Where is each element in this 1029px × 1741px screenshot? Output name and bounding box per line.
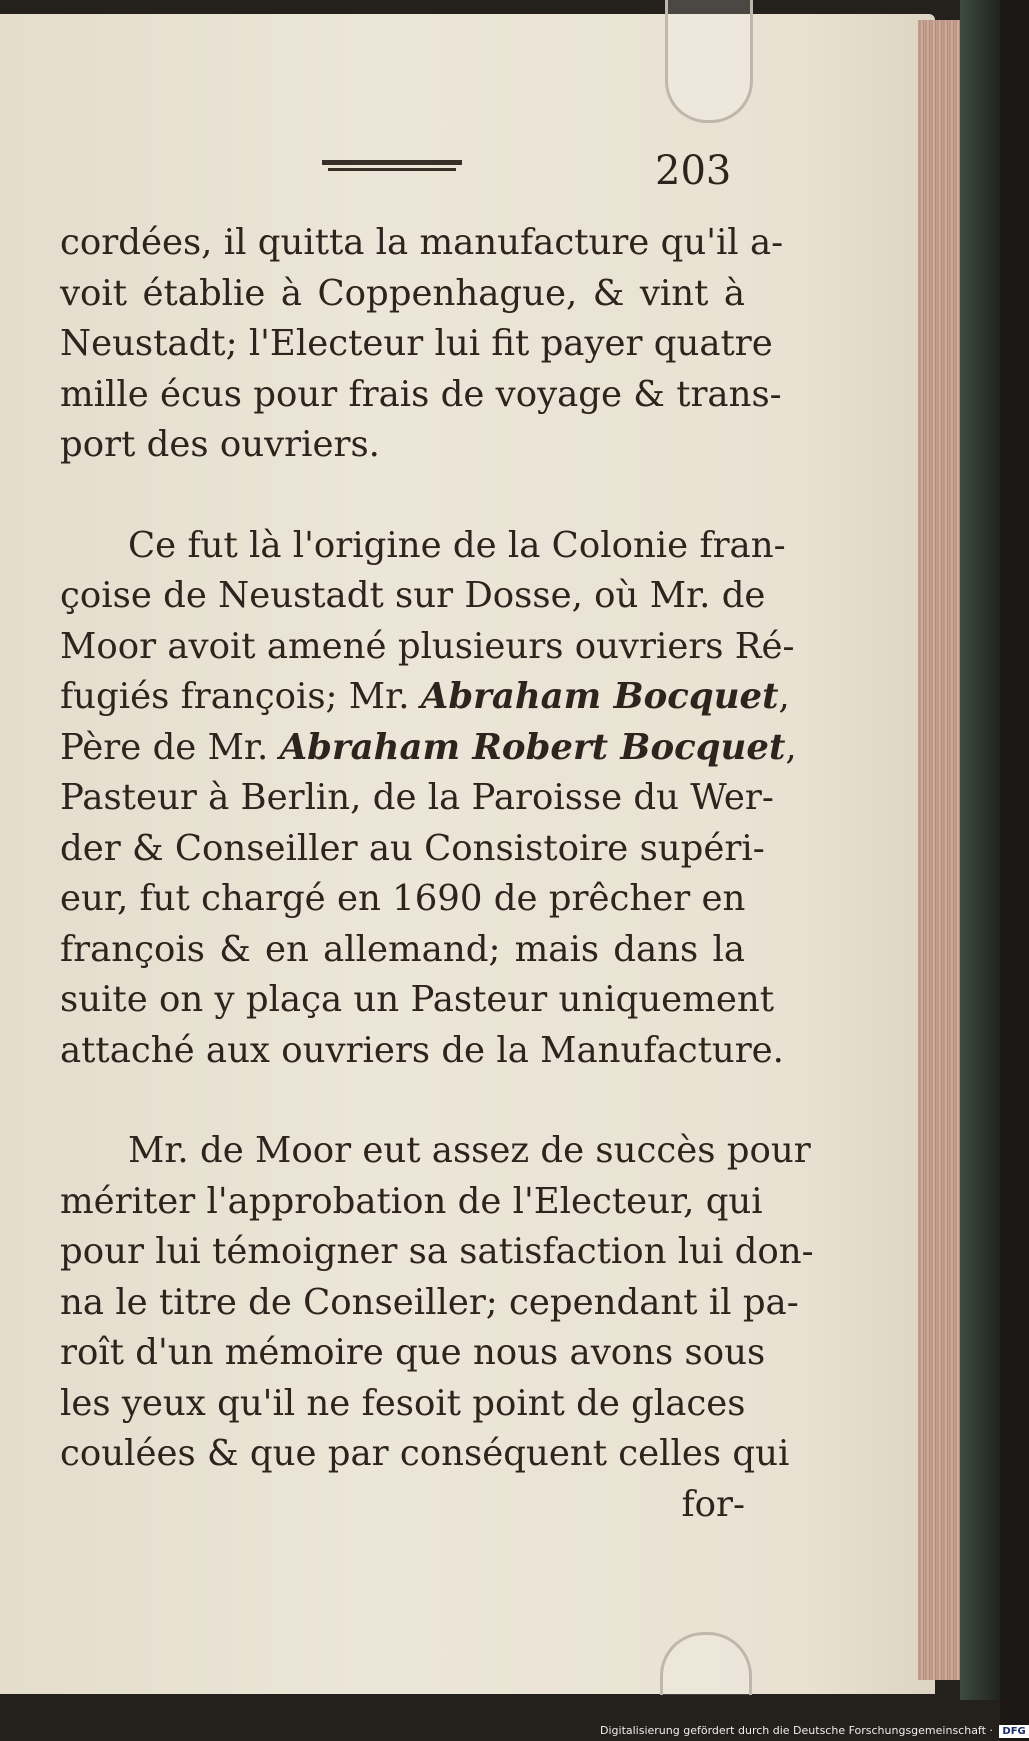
digitization-credit	[600, 1722, 1026, 1739]
text-line: pour lui témoigner sa satisfaction lui don-	[60, 1231, 814, 1272]
page-clip-top	[665, 0, 753, 123]
text-line: Père de Mr. Abraham Robert Bocquet	[60, 726, 786, 768]
text-line: roît d'un mémoire que nous avons sous	[60, 1332, 766, 1373]
text-line: Mr. de Moor eut assez de succès pour	[128, 1130, 811, 1171]
text-line: der & Conseiller au Consistoire supéri-	[60, 827, 765, 869]
text-line: çoise de Neustadt sur Dosse, où Mr. de	[60, 575, 766, 616]
credit-text: Digitalisierung gefördert durch die Deutsche Forschungsgemeinschaft ·	[600, 1724, 993, 1737]
dfg-logo: DFG	[999, 1725, 1028, 1738]
page-number: 203	[655, 148, 732, 194]
text-line: Ce fut là l'origine de la Colonie fran-	[128, 524, 786, 566]
text-line: françois & en allemand; mais dans la	[60, 928, 745, 970]
catchword: for-	[681, 1483, 745, 1525]
italic-name: Abraham Bocquet	[420, 676, 779, 717]
text-line: port des ouvriers.	[60, 424, 380, 465]
text-line: na le titre de Conseiller; cependant il pa-	[60, 1281, 799, 1323]
text-line: coulées & que par conséquent celles qui	[60, 1433, 790, 1474]
text-line: eur, fut chargé en 1690 de prêcher en	[60, 878, 746, 919]
header-ornament	[322, 160, 462, 174]
page-body	[60, 218, 814, 1530]
text-line: mériter l'approbation de l'Electeur, qui	[60, 1180, 763, 1222]
text-line: Moor avoit amené plusieurs ouvriers Ré-	[60, 625, 795, 667]
page-edges	[918, 20, 960, 1680]
paragraph-gap	[60, 471, 745, 521]
text-line: mille écus pour frais de voyage & trans-	[60, 373, 782, 415]
text-line: cordées, il quitta la manufacture qu'il a-	[60, 222, 784, 263]
text-line: fugiés françois; Mr. Abraham Bocquet	[60, 676, 779, 717]
text-line: Neustadt; l'Electeur lui fit payer quatre	[60, 323, 773, 364]
italic-name: Abraham Robert Bocquet	[279, 726, 786, 768]
text-line: attaché aux ouvriers de la Manufacture.	[60, 1029, 784, 1071]
book-cover-edge	[960, 0, 1000, 1700]
paragraph-gap	[60, 1076, 745, 1126]
text-line: Pasteur à Berlin, de la Paroisse du Wer-	[60, 777, 774, 818]
text-line: suite on y plaça un Pasteur uniquement	[60, 979, 774, 1020]
text-line: les yeux qu'il ne fesoit point de glaces	[60, 1382, 746, 1424]
text-line: voit établie à Coppenhague, & vint à	[60, 272, 745, 314]
